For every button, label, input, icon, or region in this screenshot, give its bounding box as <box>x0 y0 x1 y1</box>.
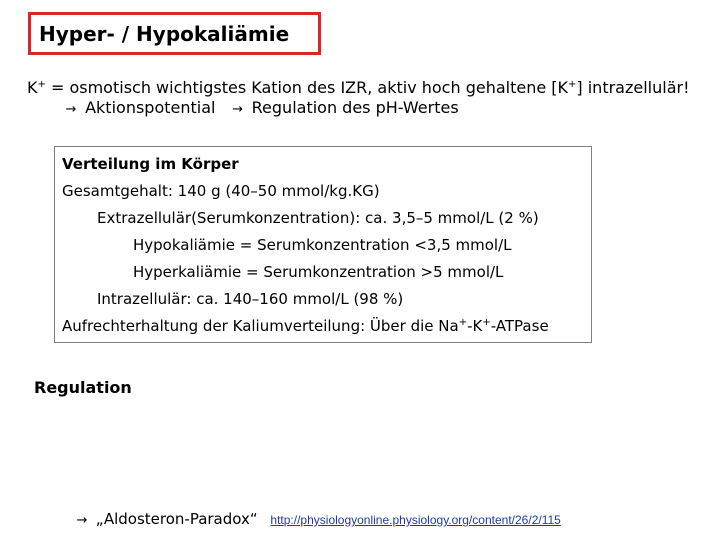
hyperkaliaemie-text: Hyperkaliämie = Serumkonzentration >5 mmol/L <box>133 263 504 281</box>
verteilung-box <box>54 146 592 343</box>
potassium-symbol: K <box>27 78 38 97</box>
functions-line <box>62 98 459 117</box>
arrow-right-icon: → <box>232 102 244 117</box>
potassium-charge-pump: + <box>482 317 491 328</box>
extrazellulaer-text: Extrazellulär(Serumkonzentration): ca. 3,5–5 mmol/L (2 %) <box>97 209 539 227</box>
gesamtgehalt-text: Gesamtgehalt: 140 g (40–50 mmol/kg.KG) <box>62 182 380 200</box>
aufrechterhaltung-text <box>62 317 549 335</box>
title-box <box>28 12 321 55</box>
sodium-charge: + <box>458 317 468 328</box>
potassium-charge: + <box>37 79 46 90</box>
aldosteron-paradox-text: „Aldosteron-Paradox“ <box>95 510 258 528</box>
reference-link[interactable]: http://physiologyonline.physiology.org/content/26/2/115 <box>270 513 561 527</box>
verteilung-heading: Verteilung im Körper <box>62 155 239 173</box>
intrazellulaer-text: Intrazellulär: ca. 140–160 mmol/L (98 %) <box>97 290 404 308</box>
footer-line <box>73 510 561 528</box>
potassium-charge-bracket: + <box>568 79 577 90</box>
aufrecht-part-a: Aufrechterhaltung der Kaliumverteilung: Über die Na <box>62 317 459 335</box>
aufrecht-part-c: -ATPase <box>490 317 549 335</box>
intro-line <box>27 78 690 97</box>
function-aktionspotential: Aktionspotential <box>85 98 216 117</box>
hypokaliaemie-text: Hypokaliämie = Serumkonzentration <3,5 mmol/L <box>133 236 512 254</box>
arrow-right-icon: → <box>65 102 77 117</box>
page-title: Hyper- / Hypokaliämie <box>39 21 290 46</box>
intro-text-b: ] intrazellulär! <box>576 78 690 97</box>
function-ph-regulation: Regulation des pH-Wertes <box>251 98 459 117</box>
intro-text-a: = osmotisch wichtigstes Kation des IZR, aktiv hoch gehaltene [K <box>45 78 569 97</box>
regulation-heading: Regulation <box>34 378 132 397</box>
aufrecht-part-b: -K <box>467 317 483 335</box>
arrow-right-icon: → <box>76 513 88 528</box>
